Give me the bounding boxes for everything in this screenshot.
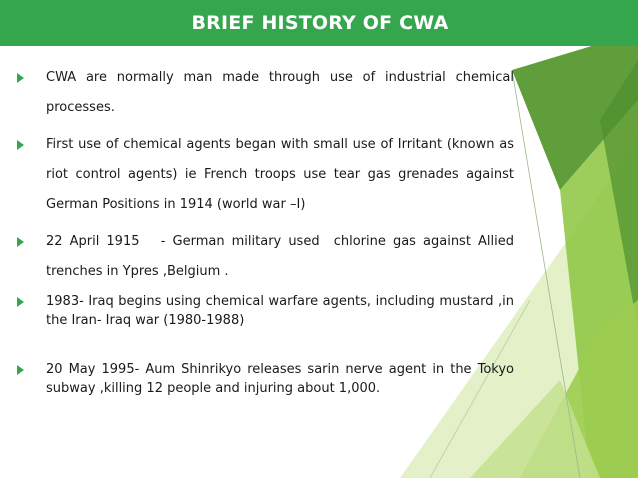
bullet-item xyxy=(17,292,514,330)
bullet-text: 20 May 1995- Aum Shinrikyo releases sarin nerve agent in the Tokyo subway ,killing 12 people and injuring about 1,000. xyxy=(46,362,514,396)
bullet-item xyxy=(17,360,514,398)
bullet-item xyxy=(17,130,514,220)
arrow-bullet-icon xyxy=(17,73,24,83)
bullet-text: First use of chemical agents began with small use of Irritant (known as riot control agents) ie French troops use tear gas grenades against German Positions in 1914 (world war –I) xyxy=(46,137,514,212)
bullet-text: CWA are normally man made through use of industrial chemical processes. xyxy=(46,70,514,115)
arrow-bullet-icon xyxy=(17,237,24,247)
arrow-bullet-icon xyxy=(17,297,24,307)
bullet-text: 1983- Iraq begins using chemical warfare agents, including mustard ,in the Iran- Iraq war (1980-1988) xyxy=(46,294,514,328)
arrow-bullet-icon xyxy=(17,365,24,375)
arrow-bullet-icon xyxy=(17,140,24,150)
bullet-item xyxy=(17,227,519,287)
bullet-item xyxy=(17,63,514,123)
slide-title: BRIEF HISTORY OF CWA xyxy=(191,12,449,34)
bullet-text: 22 April 1915 - German military used chlorine gas against Allied trenches in Ypres ,Belgium . xyxy=(46,234,519,279)
